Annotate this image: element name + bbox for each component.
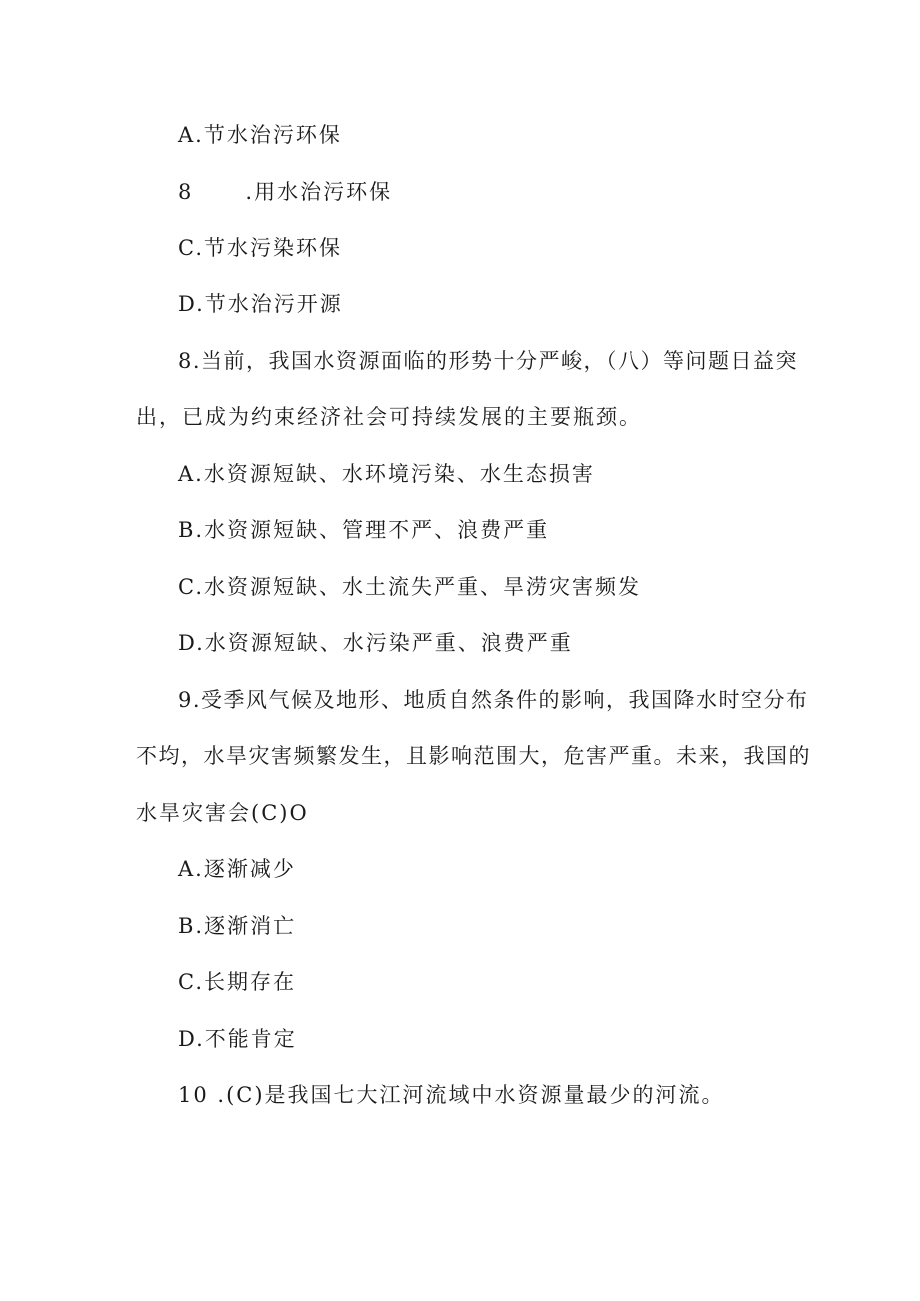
question-9-line-1: 9.受季风气候及地形、地质自然条件的影响，我国降水时空分布 — [178, 688, 809, 712]
option-a-q9: A.逐渐减少 — [178, 857, 296, 881]
option-b-q8: B.水资源短缺、管理不严、浪费严重 — [178, 518, 550, 542]
option-d-q9: D.不能肯定 — [178, 1027, 297, 1051]
question-8-line-2: 出，已成为约束经济社会可持续发展的主要瓶颈。 — [136, 405, 642, 429]
option-c-q9: C.长期存在 — [178, 970, 296, 994]
question-8-line-1: 8.当前，我国水资源面临的形势十分严峻，（八）等问题日益突 — [178, 349, 799, 373]
question-10-line-1: 10 .(C)是我国七大江河流域中水资源量最少的河流。 — [178, 1083, 725, 1107]
option-c-q8: C.水资源短缺、水土流失严重、旱涝灾害频发 — [178, 575, 641, 599]
option-a-q8: A.水资源短缺、水环境污染、水生态损害 — [178, 462, 595, 486]
option-c-q7: C.节水污染环保 — [178, 236, 342, 260]
option-d-q7: D.节水治污开源 — [178, 292, 343, 316]
option-b-q9: B.逐渐消亡 — [178, 914, 297, 938]
option-d-q8: D.水资源短缺、水污染严重、浪费严重 — [178, 631, 573, 655]
option-a-q7: A.节水治污环保 — [178, 123, 342, 147]
question-9-line-3: 水旱灾害会(C)O — [136, 801, 309, 825]
question-9-line-2: 不均，水旱灾害频繁发生，且影响范围大，危害严重。未来，我国的 — [136, 744, 811, 768]
option-b-q7: 8 .用水治污环保 — [178, 180, 393, 204]
